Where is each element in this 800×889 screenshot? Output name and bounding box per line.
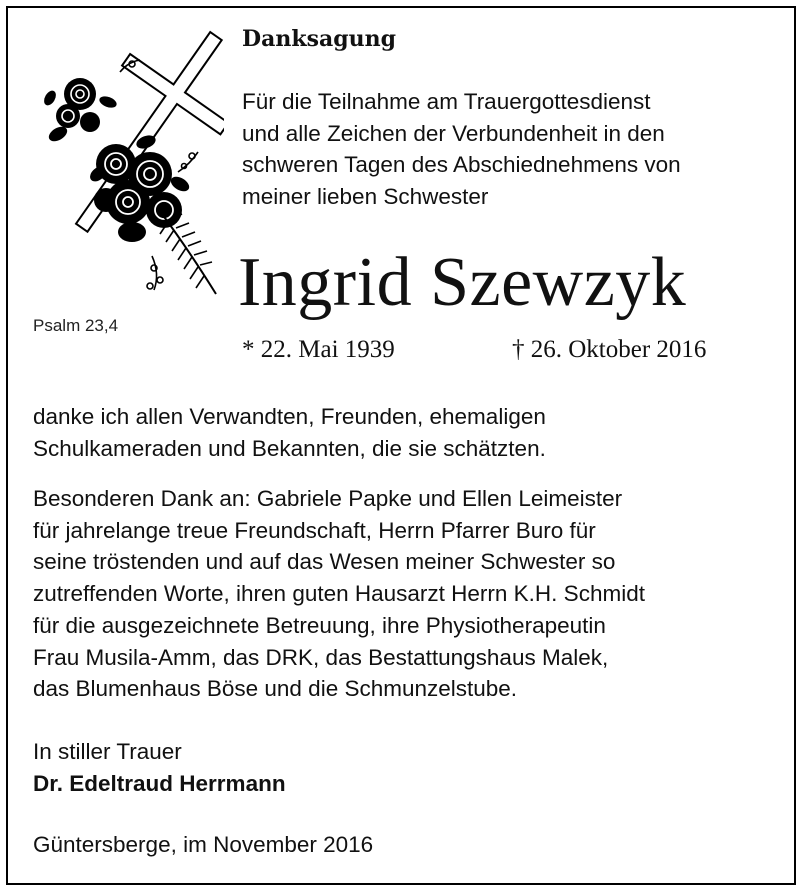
signer-name: Dr. Edeltraud Herrmann [33,770,286,796]
text-line: Frau Musila-Amm, das DRK, das Bestattungshaus Malek, [33,644,609,670]
text-line: seine tröstenden und auf das Wesen meiner Schwester so [33,549,616,575]
signature-block [33,736,286,799]
place-date-line: Güntersberge, im November 2016 [33,832,374,857]
text-line: Besonderen Dank an: Gabriele Papke und Ellen Leimeister [33,486,623,511]
intro-text [242,86,681,212]
text-line: Schulkameraden und Bekannten, die sie schätzten. [33,435,546,461]
special-thanks-paragraph [33,483,645,705]
deceased-name: Ingrid Szewzyk [238,244,687,321]
death-date: † 26. Oktober 2016 [512,336,707,363]
intro-line: Für die Teilnahme am Trauergottesdienst [242,89,651,114]
thanks-paragraph [33,401,546,464]
text-line: für jahrelange treue Freundschaft, Herrn Pfarrer Buro für [33,517,596,543]
intro-line: und alle Zeichen der Verbundenheit in den [242,120,665,146]
birth-date: * 22. Mai 1939 [242,336,395,363]
text-line: zutreffenden Worte, ihren guten Hausarzt Herrn K.H. Schmidt [33,581,645,607]
intro-line: schweren Tagen des Abschiednehmens von [242,152,681,177]
text-line: für die ausgezeichnete Betreuung, ihre Physiotherapeutin [33,612,606,638]
notice-heading: Danksagung [242,26,396,52]
text-line: danke ich allen Verwandten, Freunden, ehemaligen [33,404,546,429]
text-line: das Blumenhaus Böse und die Schmunzelstube. [33,676,518,702]
mourning-line: In stiller Trauer [33,739,182,764]
cross-with-roses-icon [28,24,224,296]
intro-line: meiner lieben Schwester [242,183,489,209]
psalm-reference: Psalm 23,4 [33,316,119,335]
